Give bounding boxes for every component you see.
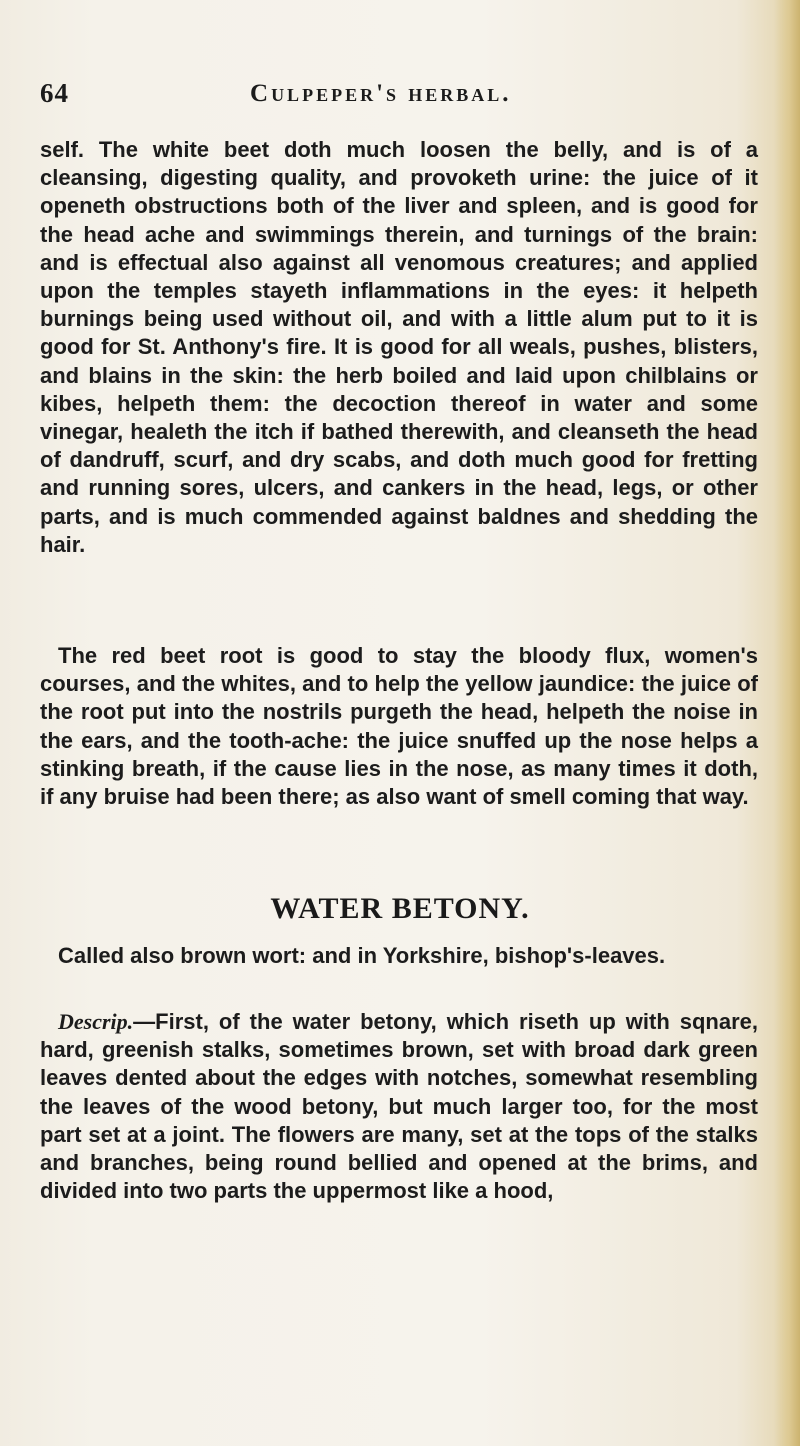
paragraph-red-beet: The red beet root is good to stay the bloody flux, women's courses, and the whites, and to help the yellow jaundice: the juice of the root put into the nostrils purgeth the head, helpeth the noise in the ears, and the tooth-ache: the juice snuffed up the nose helps a stinking breath, if the cause lies in the nose, as many times it doth, if any bruise had been there; as also want of smell coming that way. bbox=[40, 643, 758, 810]
page-edge-stain bbox=[774, 0, 800, 1446]
paragraph-description bbox=[40, 1008, 758, 1205]
paragraph-alias: Called also brown wort: and in Yorkshire, bishop's-leaves. bbox=[58, 943, 666, 968]
description-lead: Descrip. bbox=[58, 1009, 134, 1034]
description-text: —First, of the water betony, which riseth up with sqnare, hard, greenish stalks, sometimes brown, set with broad dark green leaves dented about the edges with notches, somewhat resembling the leaves of the wood betony, but much larger too, for the most part set at a joint. The flowers are many, set at the tops of the stalks and branches, being round bellied and opened at the brims, and divided into two parts the uppermost like a hood, bbox=[40, 1009, 758, 1204]
page-number: 64 bbox=[40, 78, 69, 108]
section-title: WATER BETONY. bbox=[270, 892, 530, 925]
paragraph-white-beet: self. The white beet doth much loosen the belly, and is of a cleansing, digesting quality, and provoketh urine: the juice of it openeth obstructions both of the liver and spleen, and is good for the head ache and swimmings therein, and turnings of the brain: and is effectual also against all venomous creatures; and applied upon the temples stayeth inflammations in the eyes: it helpeth burnings being used without oil, and with a little alum put to it is good for St. Anthony's fire. It is good for all weals, pushes, blisters, and blains in the skin: the herb boiled and laid upon chilblains or kibes, helpeth them: the decoction thereof in water and some vinegar, healeth the itch if bathed therewith, and cleanseth the head of dandruff, scurf, and dry scabs, and doth much good for fretting and running sores, ulcers, and cankers in the head, legs, or other parts, and is much commended against baldnes and shedding the hair. bbox=[40, 137, 758, 557]
running-head: culpeper's herbal. bbox=[250, 80, 512, 107]
page-header bbox=[40, 78, 760, 114]
